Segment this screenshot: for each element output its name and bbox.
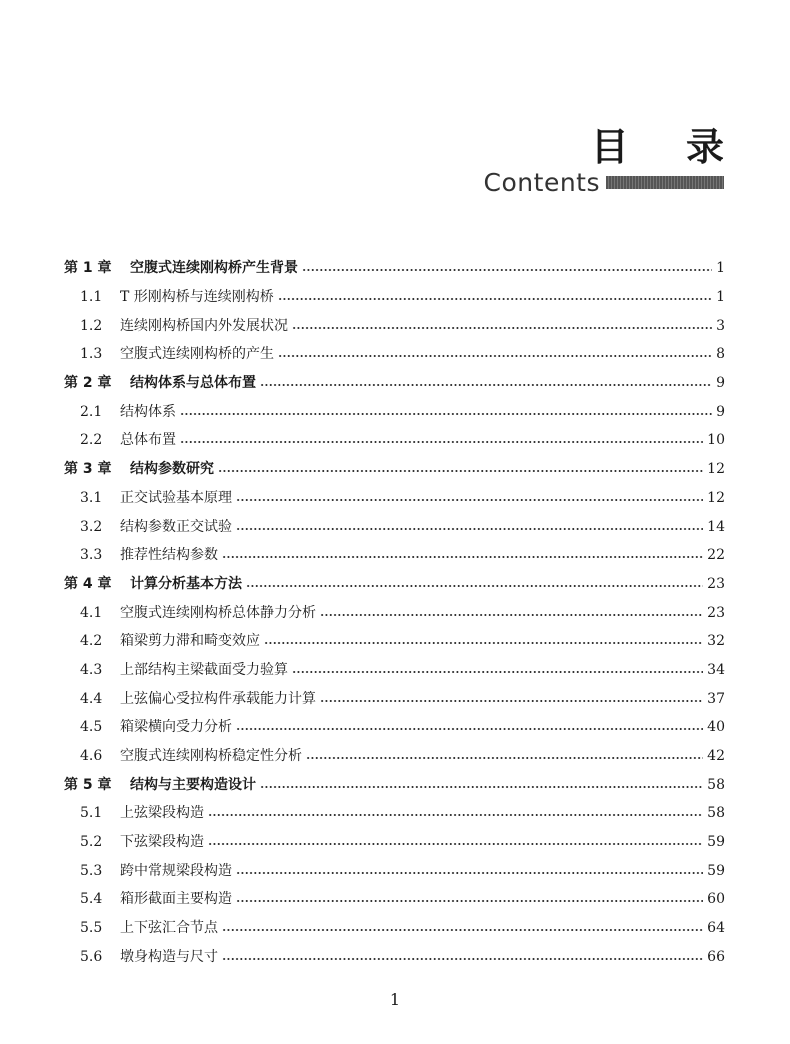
- toc-entry-number: 第 5 章: [64, 776, 112, 793]
- toc-entry-page: 23: [707, 575, 725, 592]
- toc-section-row[interactable]: [64, 426, 725, 455]
- toc-dot-leader: [222, 958, 703, 960]
- toc-entry-number: 4.5: [80, 719, 103, 736]
- toc-entry-page: 9: [716, 403, 725, 420]
- toc-dot-leader: [236, 900, 703, 902]
- toc-entry-page: 40: [707, 719, 725, 736]
- toc-section-row[interactable]: [64, 885, 725, 914]
- toc-section-row[interactable]: [64, 340, 725, 369]
- toc-entry-page: 8: [716, 346, 725, 363]
- table-of-contents: [64, 254, 725, 971]
- toc-entry-page: 66: [707, 948, 725, 965]
- toc-entry-title: 总体布置: [120, 432, 176, 449]
- toc-section-row[interactable]: [64, 914, 725, 943]
- subtitle: Contents: [483, 168, 600, 197]
- toc-entry-title: 上弦偏心受拉构件承载能力计算: [120, 690, 316, 707]
- toc-entry-number: 1.1: [80, 289, 103, 306]
- toc-dot-leader: [320, 700, 703, 702]
- toc-dot-leader: [260, 786, 703, 788]
- toc-entry-number: 2.1: [80, 403, 103, 420]
- toc-entry-page: 3: [716, 317, 725, 334]
- toc-chapter-row[interactable]: [64, 254, 725, 283]
- toc-entry-title: 箱形截面主要构造: [120, 891, 232, 908]
- toc-entry-number: 5.5: [80, 920, 103, 937]
- toc-chapter-row[interactable]: [64, 570, 725, 599]
- toc-entry-title: 上下弦汇合节点: [120, 920, 218, 937]
- toc-dot-leader: [208, 814, 703, 816]
- footer-page-number: 1: [389, 990, 401, 1009]
- toc-entry-number: 1.3: [80, 346, 103, 363]
- toc-entry-number: 5.4: [80, 891, 103, 908]
- toc-entry-number: 1.2: [80, 317, 103, 334]
- toc-entry-number: 3.1: [80, 489, 103, 506]
- toc-entry-number: 2.2: [80, 432, 103, 449]
- toc-entry-page: 58: [707, 805, 725, 822]
- toc-entry-title: 空腹式连续刚构桥的产生: [120, 346, 274, 363]
- toc-dot-leader: [260, 384, 712, 386]
- toc-entry-page: 60: [707, 891, 725, 908]
- toc-chapter-row[interactable]: [64, 369, 725, 398]
- toc-section-row[interactable]: [64, 283, 725, 312]
- toc-entry-number: 5.1: [80, 805, 103, 822]
- toc-entry-page: 42: [707, 748, 725, 765]
- toc-dot-leader: [236, 528, 703, 530]
- toc-entry-page: 10: [707, 432, 725, 449]
- decorative-bar: [606, 176, 724, 189]
- toc-entry-title: 结构参数正交试验: [120, 518, 232, 535]
- toc-entry-number: 3.3: [80, 547, 103, 564]
- toc-entry-title: 空腹式连续刚构桥总体静力分析: [120, 604, 316, 621]
- toc-entry-title: 空腹式连续刚构桥稳定性分析: [120, 748, 302, 765]
- toc-entry-title: 推荐性结构参数: [120, 547, 218, 564]
- toc-entry-page: 58: [707, 776, 725, 793]
- toc-entry-page: 12: [707, 461, 725, 478]
- toc-entry-title: 空腹式连续刚构桥产生背景: [130, 260, 298, 277]
- toc-section-row[interactable]: [64, 627, 725, 656]
- toc-section-row[interactable]: [64, 828, 725, 857]
- toc-entry-title: 箱梁横向受力分析: [120, 719, 232, 736]
- toc-dot-leader: [236, 499, 703, 501]
- toc-entry-number: 4.4: [80, 690, 103, 707]
- toc-entry-page: 32: [707, 633, 725, 650]
- toc-entry-title: 上弦梁段构造: [120, 805, 204, 822]
- toc-entry-title: T 形刚构桥与连续刚构桥: [120, 289, 274, 306]
- toc-entry-title: 正交试验基本原理: [120, 489, 232, 506]
- toc-entry-page: 9: [716, 375, 725, 392]
- toc-dot-leader: [208, 843, 703, 845]
- toc-entry-title: 结构体系: [120, 403, 176, 420]
- toc-section-row[interactable]: [64, 713, 725, 742]
- toc-chapter-row[interactable]: [64, 455, 725, 484]
- toc-entry-page: 59: [707, 862, 725, 879]
- page-title: 目 录: [590, 125, 746, 169]
- toc-dot-leader: [302, 269, 712, 271]
- toc-entry-number: 5.2: [80, 834, 103, 851]
- toc-entry-page: 34: [707, 661, 725, 678]
- toc-entry-page: 37: [707, 690, 725, 707]
- toc-dot-leader: [222, 929, 703, 931]
- toc-section-row[interactable]: [64, 656, 725, 685]
- toc-entry-number: 第 3 章: [64, 461, 112, 478]
- toc-entry-number: 5.6: [80, 948, 103, 965]
- toc-entry-title: 墩身构造与尺寸: [120, 948, 218, 965]
- toc-entry-number: 4.2: [80, 633, 103, 650]
- toc-entry-page: 12: [707, 489, 725, 506]
- toc-dot-leader: [264, 642, 703, 644]
- toc-section-row[interactable]: [64, 684, 725, 713]
- toc-section-row[interactable]: [64, 799, 725, 828]
- toc-entry-title: 结构与主要构造设计: [130, 776, 256, 793]
- toc-section-row[interactable]: [64, 856, 725, 885]
- toc-dot-leader: [278, 355, 712, 357]
- toc-entry-page: 64: [707, 920, 725, 937]
- toc-entry-number: 第 1 章: [64, 260, 112, 277]
- toc-dot-leader: [218, 470, 703, 472]
- toc-dot-leader: [180, 413, 712, 415]
- toc-dot-leader: [320, 614, 703, 616]
- toc-dot-leader: [292, 671, 703, 673]
- toc-entry-number: 第 4 章: [64, 575, 112, 592]
- toc-entry-page: 59: [707, 834, 725, 851]
- toc-entry-title: 箱梁剪力滞和畸变效应: [120, 633, 260, 650]
- toc-entry-title: 计算分析基本方法: [130, 575, 242, 592]
- toc-section-row[interactable]: [64, 541, 725, 570]
- toc-section-row[interactable]: [64, 397, 725, 426]
- toc-entry-title: 下弦梁段构造: [120, 834, 204, 851]
- toc-entry-page: 22: [707, 547, 725, 564]
- toc-entry-title: 上部结构主梁截面受力验算: [120, 661, 288, 678]
- toc-entry-page: 1: [716, 260, 725, 277]
- toc-entry-title: 结构体系与总体布置: [130, 375, 256, 392]
- toc-section-row[interactable]: [64, 484, 725, 513]
- toc-section-row[interactable]: [64, 512, 725, 541]
- toc-entry-page: 23: [707, 604, 725, 621]
- toc-entry-number: 第 2 章: [64, 375, 112, 392]
- toc-dot-leader: [246, 585, 703, 587]
- toc-entry-page: 1: [716, 289, 725, 306]
- toc-section-row[interactable]: [64, 742, 725, 771]
- toc-entry-number: 4.3: [80, 661, 103, 678]
- toc-entry-title: 结构参数研究: [130, 461, 214, 478]
- toc-dot-leader: [292, 327, 712, 329]
- toc-chapter-row[interactable]: [64, 770, 725, 799]
- toc-dot-leader: [306, 757, 703, 759]
- toc-entry-number: 4.1: [80, 604, 103, 621]
- toc-dot-leader: [236, 872, 703, 874]
- toc-dot-leader: [180, 441, 703, 443]
- toc-entry-number: 4.6: [80, 748, 103, 765]
- toc-dot-leader: [278, 298, 712, 300]
- toc-section-row[interactable]: [64, 311, 725, 340]
- toc-entry-page: 14: [707, 518, 725, 535]
- toc-dot-leader: [236, 728, 703, 730]
- toc-section-row[interactable]: [64, 598, 725, 627]
- toc-section-row[interactable]: [64, 943, 725, 972]
- toc-entry-title: 连续刚构桥国内外发展状况: [120, 317, 288, 334]
- toc-entry-number: 3.2: [80, 518, 103, 535]
- toc-dot-leader: [222, 556, 703, 558]
- subtitle-row: [484, 168, 724, 197]
- toc-entry-number: 5.3: [80, 862, 103, 879]
- toc-entry-title: 跨中常规梁段构造: [120, 862, 232, 879]
